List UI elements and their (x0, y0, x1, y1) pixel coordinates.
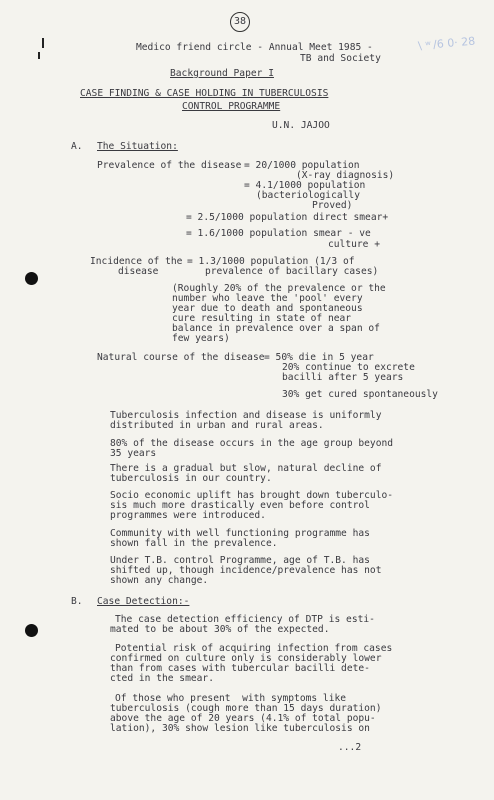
punch-hole-bottom (25, 624, 38, 637)
incidence-label: disease (118, 266, 159, 277)
paragraph-line: sis much more drastically even before control (110, 500, 370, 511)
incidence-value: = 1.3/1000 population (1/3 of (187, 256, 355, 267)
paragraph-line: Tuberculosis infection and disease is uniformly (110, 410, 382, 421)
prevalence-label: Prevalence of the disease (97, 160, 242, 171)
background-paper-label: Background Paper I (170, 68, 274, 79)
natural-course-label: Natural course of the disease (97, 352, 265, 363)
margin-mark (42, 38, 44, 48)
paragraph-line: Under T.B. control Programme, age of T.B. has (110, 555, 370, 566)
prevalence-line: (X-ray diagnosis) (296, 170, 395, 181)
archive-stamp: \ ʷ /6 0· 28 (417, 34, 476, 53)
roughly-line: cure resulting in state of near (172, 313, 352, 324)
section-b-heading: Case Detection:- (97, 596, 190, 607)
roughly-line: (Roughly 20% of the prevalence or the (172, 283, 386, 294)
paragraph-line: Socio economic uplift has brought down tuberculo- (110, 490, 394, 501)
paragraph-line: Community with well functioning programme has (110, 528, 370, 539)
header-line-2: TB and Society (300, 53, 381, 64)
paragraph-line: Potential risk of acquiring infection from cases (115, 643, 393, 654)
paragraph-line: The case detection efficiency of DTP is esti- (115, 614, 375, 625)
roughly-line: year due to death and spontaneous (172, 303, 363, 314)
paragraph-line: than from cases with tubercular bacilli dete- (110, 663, 370, 674)
paragraph-line: shown any change. (110, 575, 209, 586)
continued-marker: ...2 (338, 742, 362, 753)
prevalence-line: = 1.6/1000 population smear - ve (186, 228, 371, 239)
paragraph-line: shifted up, though incidence/prevalence has not (110, 565, 382, 576)
prevalence-line: = 2.5/1000 population direct smear+ (186, 212, 389, 223)
paragraph-line: programmes were introduced. (110, 510, 266, 521)
paragraph-line: shown fall in the prevalence. (110, 538, 278, 549)
incidence-label: Incidence of the (90, 256, 183, 267)
header-line-1: Medico friend circle - Annual Meet 1985 - (136, 42, 373, 53)
section-b-letter: B. (71, 596, 83, 607)
paragraph-line: There is a gradual but slow, natural decline of (110, 463, 382, 474)
natural-course-line: bacilli after 5 years (282, 372, 404, 383)
section-a-letter: A. (71, 141, 83, 152)
page-number: 38 (230, 12, 250, 32)
punch-hole-top (25, 272, 38, 285)
paragraph-line: cted in the smear. (110, 673, 214, 684)
paragraph-line: distributed in urban and rural areas. (110, 420, 324, 431)
natural-course-line: = 50% die in 5 year (264, 352, 374, 363)
paragraph-line: 80% of the disease occurs in the age group beyond (110, 438, 394, 449)
title-line-2: CONTROL PROGRAMME (182, 101, 281, 112)
paragraph-line: mated to be about 30% of the expected. (110, 624, 330, 635)
paragraph-line: tuberculosis (cough more than 15 days duration) (110, 703, 382, 714)
natural-course-cured: 30% get cured spontaneously (282, 389, 438, 400)
prevalence-line: Proved) (312, 200, 353, 211)
roughly-line: number who leave the 'pool' every (172, 293, 363, 304)
paragraph-line: Of those who present with symptoms like (115, 693, 347, 704)
prevalence-line: culture + (328, 239, 380, 250)
section-a-heading: The Situation: (97, 141, 178, 152)
roughly-line: balance in prevalence over a span of (172, 323, 380, 334)
paragraph-line: tuberculosis in our country. (110, 473, 272, 484)
paragraph-line: confirmed on culture only is considerably lower (110, 653, 382, 664)
paragraph-line: above the age of 20 years (4.1% of total popu- (110, 713, 376, 724)
roughly-line: few years) (172, 333, 230, 344)
author: U.N. JAJOO (272, 120, 330, 131)
margin-mark (38, 52, 40, 59)
paragraph-line: lation), 30% show lesion like tuberculosis on (110, 723, 370, 734)
prevalence-line: = 4.1/1000 population (244, 180, 366, 191)
natural-course-line: 20% continue to excrete (282, 362, 415, 373)
prevalence-line: = 20/1000 population (244, 160, 360, 171)
incidence-value: prevalence of bacillary cases) (205, 266, 379, 277)
title-line-1: CASE FINDING & CASE HOLDING IN TUBERCULOSIS (80, 88, 329, 99)
paragraph-line: 35 years (110, 448, 157, 459)
prevalence-line: (bacteriologically (256, 190, 360, 201)
